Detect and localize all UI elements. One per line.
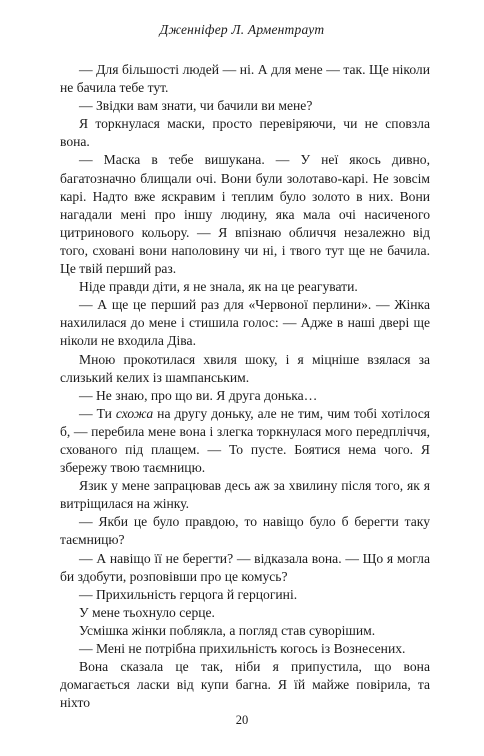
emphasis-word: схожа (115, 405, 154, 421)
paragraph-emphasis (60, 405, 430, 477)
paragraph: Вона сказала це так, ніби я припустила, що вона домагається ласки від купи багна. Я їй майже повірила, та ніхто (60, 659, 430, 711)
paragraph: — Звідки вам знати, чи бачили ви мене? (79, 98, 313, 114)
paragraph: — А ще це перший раз для «Червоної перлини». — Жінка нахилилася до мене і стишила голос: — Адже в наші двері ще ніколи не входила Діва. (60, 297, 430, 349)
paragraph-text: на другу доньку, але не тим, чим тобі хотілося б, — перебила мене вона і злегка торкнулася мого передпліччя, схованого під плащем. — То пусте. Боятися нема чого. Я збережу твою таємницю. (60, 405, 431, 476)
body-text (60, 61, 430, 712)
paragraph: — Для більшості людей — ні. А для мене — так. Ще ніколи не бачила тебе тут. (60, 62, 430, 96)
paragraph: — Мені не потрібна прихильність когось із Вознесених. (79, 641, 406, 656)
paragraph: Язик у мене запрацював десь аж за хвилину після того, як я витріщилася на жінку. (60, 478, 430, 512)
paragraph: — Не знаю, про що ви. Я друга донька… (79, 387, 318, 403)
paragraph: — Маска в тебе вишукана. — У неї якось дивно, багатозначно блищали очі. Вони були золотаво-карі. Не зовсім карі. Надто вже яскравим і теплим було золото в них. Вони нагадали мені про іншу людину, яка мала очі насиченого цитринового кольору. — Я впізнаю обличчя незалежно від того, сховані вони наполовину чи ні, і твого тут ще не бачила. Це твій перший раз. (60, 152, 430, 277)
paragraph: — А навіщо її не берегти? — відказала вона. — Що я могла би здобути, розповівши про це комусь? (60, 550, 430, 584)
paragraph: Усмішка жінки поблякла, а погляд став суворішим. (79, 622, 376, 638)
paragraph: Мною прокотилася хвиля шоку, і я міцніше взялася за слизький келих із шампанським. (60, 351, 430, 385)
paragraph: — Прихильність герцога й герцогині. (79, 586, 298, 602)
paragraph: У мене тьохнуло серце. (79, 604, 215, 620)
paragraph: — Якби це було правдою, то навіщо було б берегти таку таємницю? (60, 514, 430, 548)
running-head: Дженніфер Л. Арментраут (159, 22, 325, 37)
paragraph: Ніде правди діти, я не знала, як на це реагувати. (79, 279, 358, 295)
paragraph-text: — Ти (79, 405, 116, 421)
paragraph: Я торкнулася маски, просто перевіряючи, чи не сповзла вона. (60, 116, 430, 150)
page-number: 20 (235, 713, 249, 727)
